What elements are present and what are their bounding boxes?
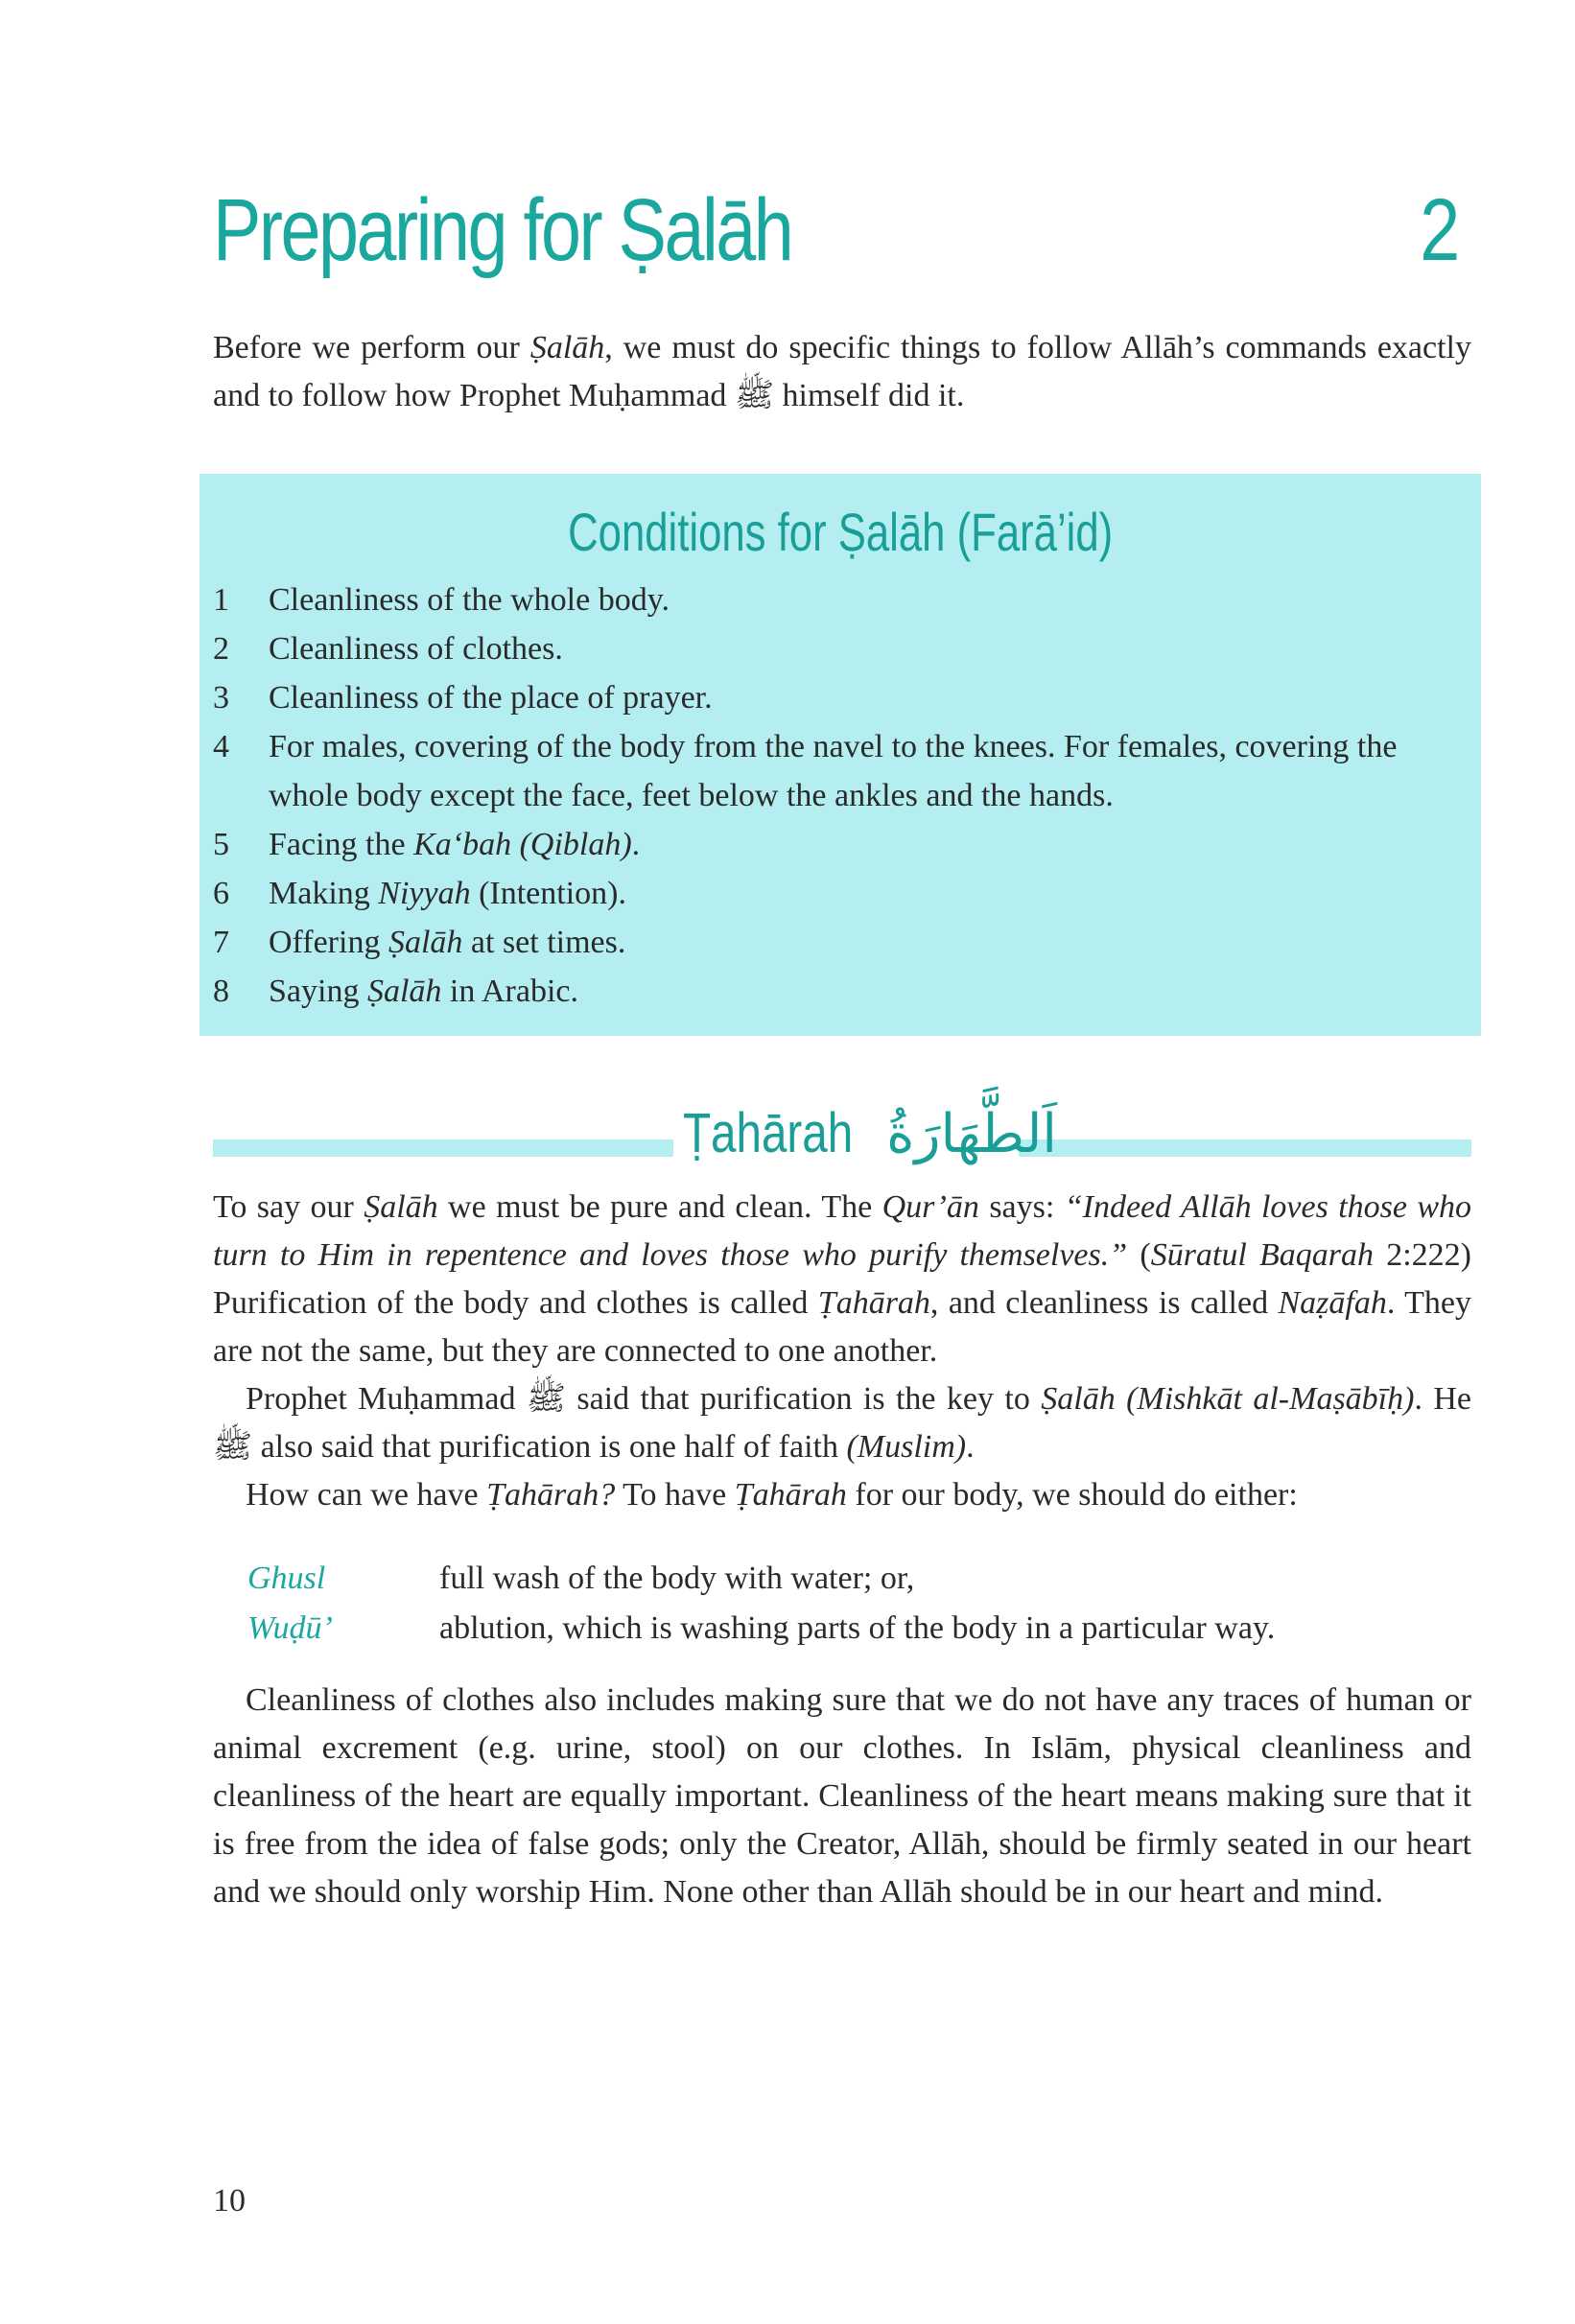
term-definition: ablution, which is washing parts of the body in a particular way. [439,1610,1276,1646]
heading-rule-left [213,1139,673,1157]
paragraph: Prophet Muḥammad ﷺ said that purification is the key to Ṣalāh (Mishkāt al-Maṣābīḥ). He ﷺ also said that purification is one half of faith (Muslim). [213,1381,1471,1465]
list-item: 1 Cleanliness of the whole body. [213,582,670,618]
chapter-number: 2 [1420,181,1460,279]
definition-row [213,1554,1471,1604]
definition-list [213,1554,1471,1654]
closing-paragraph: Cleanliness of clothes also includes making sure that we do not have any traces of human or animal excrement (e.g. urine, stool) on our clothes. In Islām, physical cleanliness and cleanliness of the heart are equally important. Cleanliness of the heart means making sure that it is free from the idea of false gods; only the Creator, Allāh, should be firmly seated in our heart and we should only worship Him. None other than Allāh should be in our heart and mind. [213,1682,1471,1910]
heading-rule-right [1019,1139,1471,1157]
intro-paragraph: Before we perform our Ṣalāh, we must do specific things to follow Allāh’s commands exactly and to follow how Prophet Muḥammad ﷺ himself did it. [213,330,1471,413]
conditions-title: Conditions for Ṣalāh (Farā’id) [567,502,1114,562]
section-heading-taharah: Ṭahārah اَلطَّهَارَةُ [683,1102,1057,1165]
chapter-title: Preparing for Ṣalāh [213,181,792,279]
term: Ghusl [247,1561,326,1596]
arabic-heading: اَلطَّهَارَةُ [886,1103,1057,1165]
definition-row [213,1604,1471,1654]
list-item: 6 Making Niyyah (Intention). [213,876,626,911]
paragraph: How can we have Ṭahārah? To have Ṭahārah for our body, we should do either: [246,1477,1298,1513]
list-item: 4 For males, covering of the body from the navel to the knees. For females, covering the whole body except the face, feet below the ankles and the hands. [213,729,1398,813]
term-definition: full wash of the body with water; or, [439,1561,915,1596]
conditions-list [213,575,1469,1016]
list-item: 7 Offering Ṣalāh at set times. [213,925,626,960]
page-number: 10 [213,2183,246,2218]
list-item: 5 Facing the Ka‘bah (Qiblah). [213,827,641,862]
term: Wuḍū’ [247,1610,333,1646]
taharah-paragraphs [213,1184,1471,1519]
conditions-box [200,474,1481,1036]
paragraph: To say our Ṣalāh we must be pure and clean. The Qur’ān says: “Indeed Allāh loves those who turn to Him in repentence and loves those who purify themselves.” (Sūratul Baqarah 2:222) Purification of the body and clothes is called Ṭahārah, and cleanliness is called Naẓāfah. They are not the same, but they are connected to one another. [213,1189,1472,1369]
list-item: 3 Cleanliness of the place of prayer. [213,680,713,716]
list-item: 8 Saying Ṣalāh in Arabic. [213,974,578,1009]
list-item: 2 Cleanliness of clothes. [213,631,563,667]
